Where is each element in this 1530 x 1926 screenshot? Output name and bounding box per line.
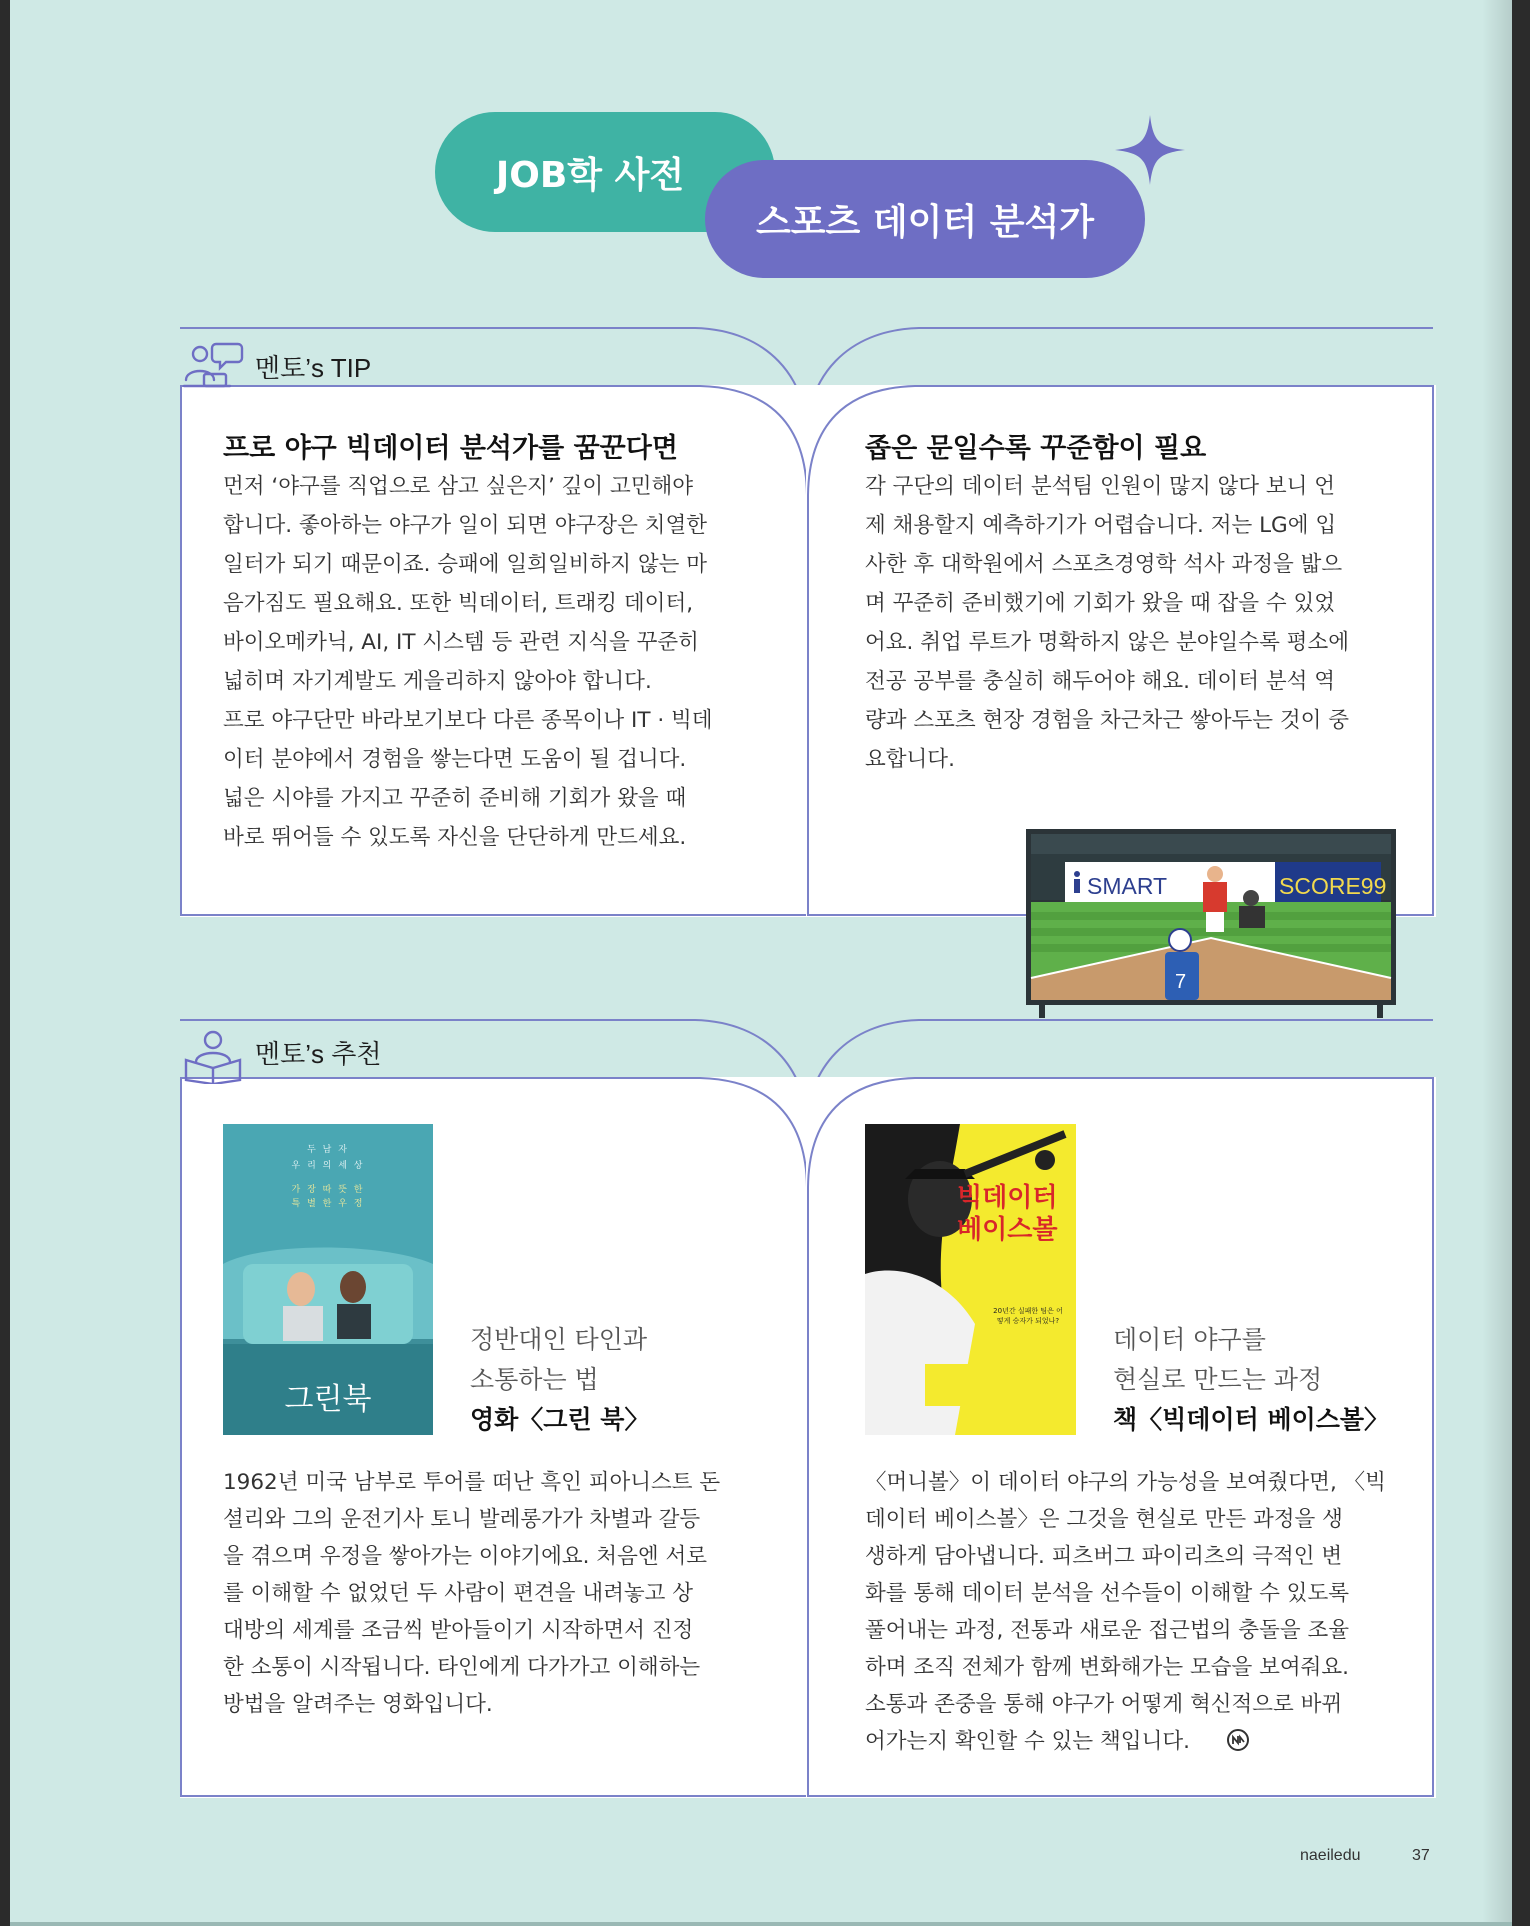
movie-cover-green-book: [223, 1124, 433, 1435]
end-mark-icon: [1226, 1728, 1250, 1752]
book-cover-subtitle: 20년간 실패한 팀은 어떻게 승자가 되었나?: [993, 1307, 1063, 1325]
mentor-chat-icon: [182, 340, 244, 396]
movie-caption-line-2: 소통하는 법: [470, 1365, 599, 1394]
book-cover-title-1: 빅데이터: [957, 1183, 1058, 1213]
book-caption: [1113, 1320, 1389, 1440]
movie-description: 1962년 미국 남부로 투어를 떠난 흑인 피아니스트 돈 셜리와 그의 운전기사 토니 발레롱가가 차별과 갈등 을 겪으며 우정을 쌓아가는 이야기에요. 처음엔 서로 를 이해할 수 없었던 두 사람이 편견을 내려놓고 상 대방의 세계를 조금씩 받아들이기 시작하면서 진정 한 소통이 시작됩니다. 타인에게 다가가고 이해하는 방법을 알려주는 영화입니다.: [223, 1470, 721, 1717]
book-caption-line-2: 현실로 만드는 과정: [1113, 1365, 1323, 1394]
tip-left-body: 먼저 ‘야구를 직업으로 삼고 싶은지’ 깊이 고민해야 합니다. 좋아하는 야구가 일이 되면 야구장은 치열한 일터가 되기 때문이죠. 승패에 일희일비하지 않는 마 음가짐도 필요해요. 또한 빅데이터, 트래킹 데이터, 바이오메카닉, AI, IT 시스템 등 관련 지식을 꾸준히 넓히며 자기계발도 게을리하지 않아야 합니다. 프로 야구단만 바라보기보다 다른 종목이나 IT · 빅데 이터 분야에서 경험을 쌓는다면 도움이 될 겁니다. 넓은 시야를 가지고 꾸준히 준비해 기회가 왔을 때 바로 뛰어들 수 있도록 자신을 단단하게 만드세요.: [223, 474, 713, 850]
movie-tagline-1: 두 남 자: [307, 1145, 349, 1155]
page-bottom-edge: [10, 1922, 1512, 1926]
movie-tagline-3: 가 장 따 뜻 한: [291, 1185, 365, 1195]
movie-caption-line-1: 정반대인 타인과: [470, 1325, 647, 1354]
movie-caption-title: 영화〈그린 북〉: [470, 1405, 650, 1434]
page-title-text: 스포츠 데이터 분석가: [755, 201, 1095, 243]
book-cover-title: [957, 1182, 1057, 1246]
baseball-tv-illustration: [1025, 828, 1397, 1020]
page-edge-shadow: [1482, 0, 1512, 1926]
tip-section-label: 멘토’s TIP: [255, 353, 372, 383]
book-caption-title: 책〈빅데이터 베이스볼〉: [1113, 1405, 1390, 1434]
movie-tagline-2: 우 리 의 세 상: [291, 1161, 365, 1171]
scoreboard-score-text: SCORE99: [1279, 873, 1387, 899]
recommend-section-label: 멘토’s 추천: [255, 1039, 382, 1069]
tip-right-body: 각 구단의 데이터 분석팀 인원이 많지 않다 보니 언 제 채용할지 예측하기가 어렵습니다. 저는 LG에 입 사한 후 대학원에서 스포츠경영학 석사 과정을 밟으 며 꾸준히 준비했기에 기회가 왔을 때 잡을 수 있었 어요. 취업 루트가 명확하지 않은 분야일수록 평소에 전공 공부를 충실히 해두어야 해요. 데이터 분석 역 량과 스포츠 현장 경험을 차근차근 쌓아두는 것이 중 요합니다.: [865, 474, 1349, 772]
book-caption-line-1: 데이터 야구를: [1113, 1325, 1266, 1354]
scoreboard-smart-text: SMART: [1087, 873, 1168, 899]
book-description: 〈머니볼〉이 데이터 야구의 가능성을 보여줬다면, 〈빅 데이터 베이스볼〉은 그것을 현실로 만든 과정을 생 생하게 담아냅니다. 피츠버그 파이리츠의 극적인 변 화를 통해 데이터 분석을 선수들이 이해할 수 있도록 풀어내는 과정, 전통과 새로운 접근법의 충돌을 조율 하며 조직 전체가 함께 변화해가는 모습을 보여줘요. 소통과 존중을 통해 야구가 어떻게 혁신적으로 바뀌 어가는지 확인할 수 있는 책입니다.: [865, 1470, 1386, 1754]
book-cover-big-data-baseball: [865, 1124, 1076, 1435]
jersey-number: 7: [1175, 971, 1187, 993]
movie-tagline-4: 특 별 한 우 정: [291, 1199, 365, 1209]
magazine-page: [10, 0, 1512, 1926]
tip-left-heading: 프로 야구 빅데이터 분석가를 꿈꾼다면: [223, 433, 678, 464]
page-number: 37: [1412, 1847, 1430, 1864]
movie-caption: [470, 1320, 649, 1440]
badge-text: JOB학 사전: [495, 154, 685, 196]
movie-cover-title: 그린북: [284, 1382, 372, 1417]
mentor-reading-icon: [182, 1028, 244, 1084]
footer-brand: naeiledu: [1300, 1847, 1361, 1864]
tip-right-heading: 좁은 문일수록 꾸준함이 필요: [865, 433, 1207, 464]
book-cover-title-2: 베이스볼: [957, 1215, 1058, 1245]
